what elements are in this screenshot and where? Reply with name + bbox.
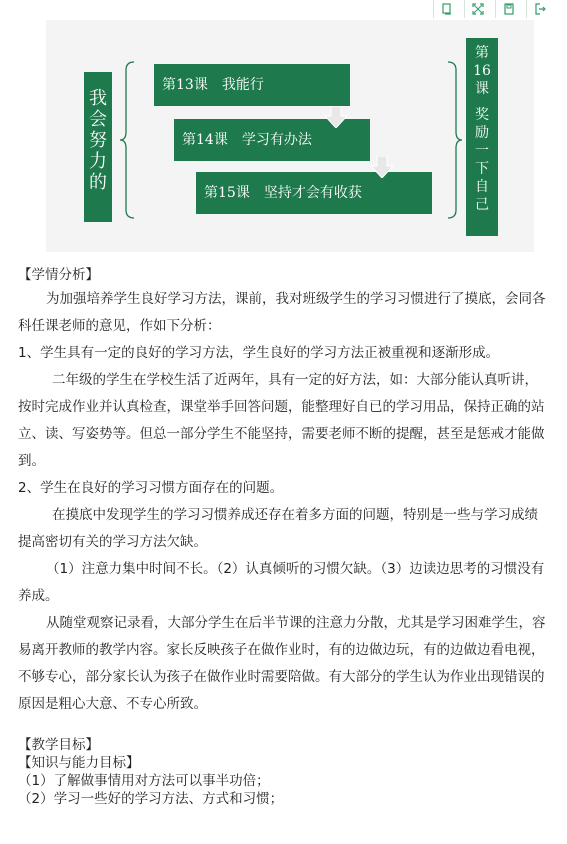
lesson-16-char: 第	[475, 45, 489, 61]
exit-button[interactable]	[526, 0, 553, 18]
paragraph: 1、学生具有一定的良好的学习方法，学生良好的学习方法正被重视和逐渐形成。	[18, 345, 500, 361]
lesson-16-char: 一	[475, 143, 489, 159]
download-button[interactable]	[495, 0, 522, 18]
right-brace	[444, 60, 464, 220]
lesson-16-char: 下	[475, 161, 489, 177]
spacer	[18, 718, 548, 736]
copy-icon	[441, 3, 453, 15]
section-heading-knowledge: 【知识与能力目标】	[18, 755, 140, 771]
fullscreen-button[interactable]	[464, 0, 491, 18]
download-icon	[503, 3, 515, 15]
unit-title-char: 努	[89, 130, 107, 151]
paragraph: 在摸底中发现学生的学习习惯养成还存在着多方面的问题，特别是一些与学习成绩提高密切有关的学习方法欠缺。	[18, 507, 538, 550]
lesson-16-char: 励	[475, 125, 489, 141]
unit-title-char: 我	[89, 88, 107, 109]
lesson-16-char: 16	[473, 63, 491, 79]
paragraph: 二年级的学生在学校生活了近两年，具有一定的好方法，如：大部分能认真听讲，按时完成作业并认真检查，课堂举手回答问题，能整理好自已的学习用品，保持正确的站立、读、写姿势等。但总一部分学生不能坚持，需要老师不断的提醒，甚至是惩戒才能做到。	[18, 372, 545, 469]
paragraph: 2、学生在良好的学习习惯方面存在的问题。	[18, 480, 284, 496]
section-heading-analysis: 【学情分析】	[18, 267, 99, 283]
lesson-16-char: 课	[475, 81, 489, 97]
document-body	[18, 264, 548, 808]
lesson-15-box: 第15课 坚持才会有收获	[196, 172, 432, 214]
down-arrow-icon	[324, 106, 348, 128]
fullscreen-icon	[472, 3, 484, 15]
goal-item: （1）了解做事情用对方法可以事半功倍；	[18, 773, 270, 789]
unit-title-char: 会	[89, 109, 107, 130]
unit-title-char: 的	[89, 172, 107, 193]
lesson-14-box: 第14课 学习有办法	[174, 119, 370, 161]
lesson-16-char: 奖	[475, 107, 489, 123]
spacer	[466, 98, 498, 106]
unit-diagram	[46, 20, 534, 252]
exit-icon	[534, 3, 546, 15]
left-brace	[118, 60, 138, 220]
paragraph: 为加强培养学生良好学习方法，课前，我对班级学生的学习习惯进行了摸底，会同各科任课老师的意见，作如下分析：	[18, 291, 546, 334]
lesson-16-char: 自	[475, 179, 489, 195]
paragraph: （1）注意力集中时间不长。（2）认真倾听的习惯欠缺。（3）边读边思考的习惯没有养成。	[18, 561, 545, 604]
unit-title-char: 力	[89, 151, 107, 172]
toolbar	[433, 0, 553, 18]
lesson-13-box: 第13课 我能行	[154, 64, 350, 106]
paragraph: 从随堂观察记录看，大部分学生在后半节课的注意力分散，尤其是学习困难学生，容易离开教师的教学内容。家长反映孩子在做作业时，有的边做边玩，有的边做边看电视，不够专心，部分家长认为孩子在做作业时需要陪做。有大部分的学生认为作业出现错误的原因是粗心大意、不专心所致。	[18, 615, 546, 712]
section-heading-goals: 【教学目标】	[18, 737, 99, 753]
goal-item: （2）学习一些好的学习方法、方式和习惯；	[18, 791, 284, 807]
down-arrow-icon	[370, 156, 394, 178]
unit-title-box	[84, 72, 112, 222]
copy-button[interactable]	[433, 0, 460, 18]
lesson-16-char: 己	[475, 197, 489, 213]
lesson-16-box	[466, 38, 498, 236]
